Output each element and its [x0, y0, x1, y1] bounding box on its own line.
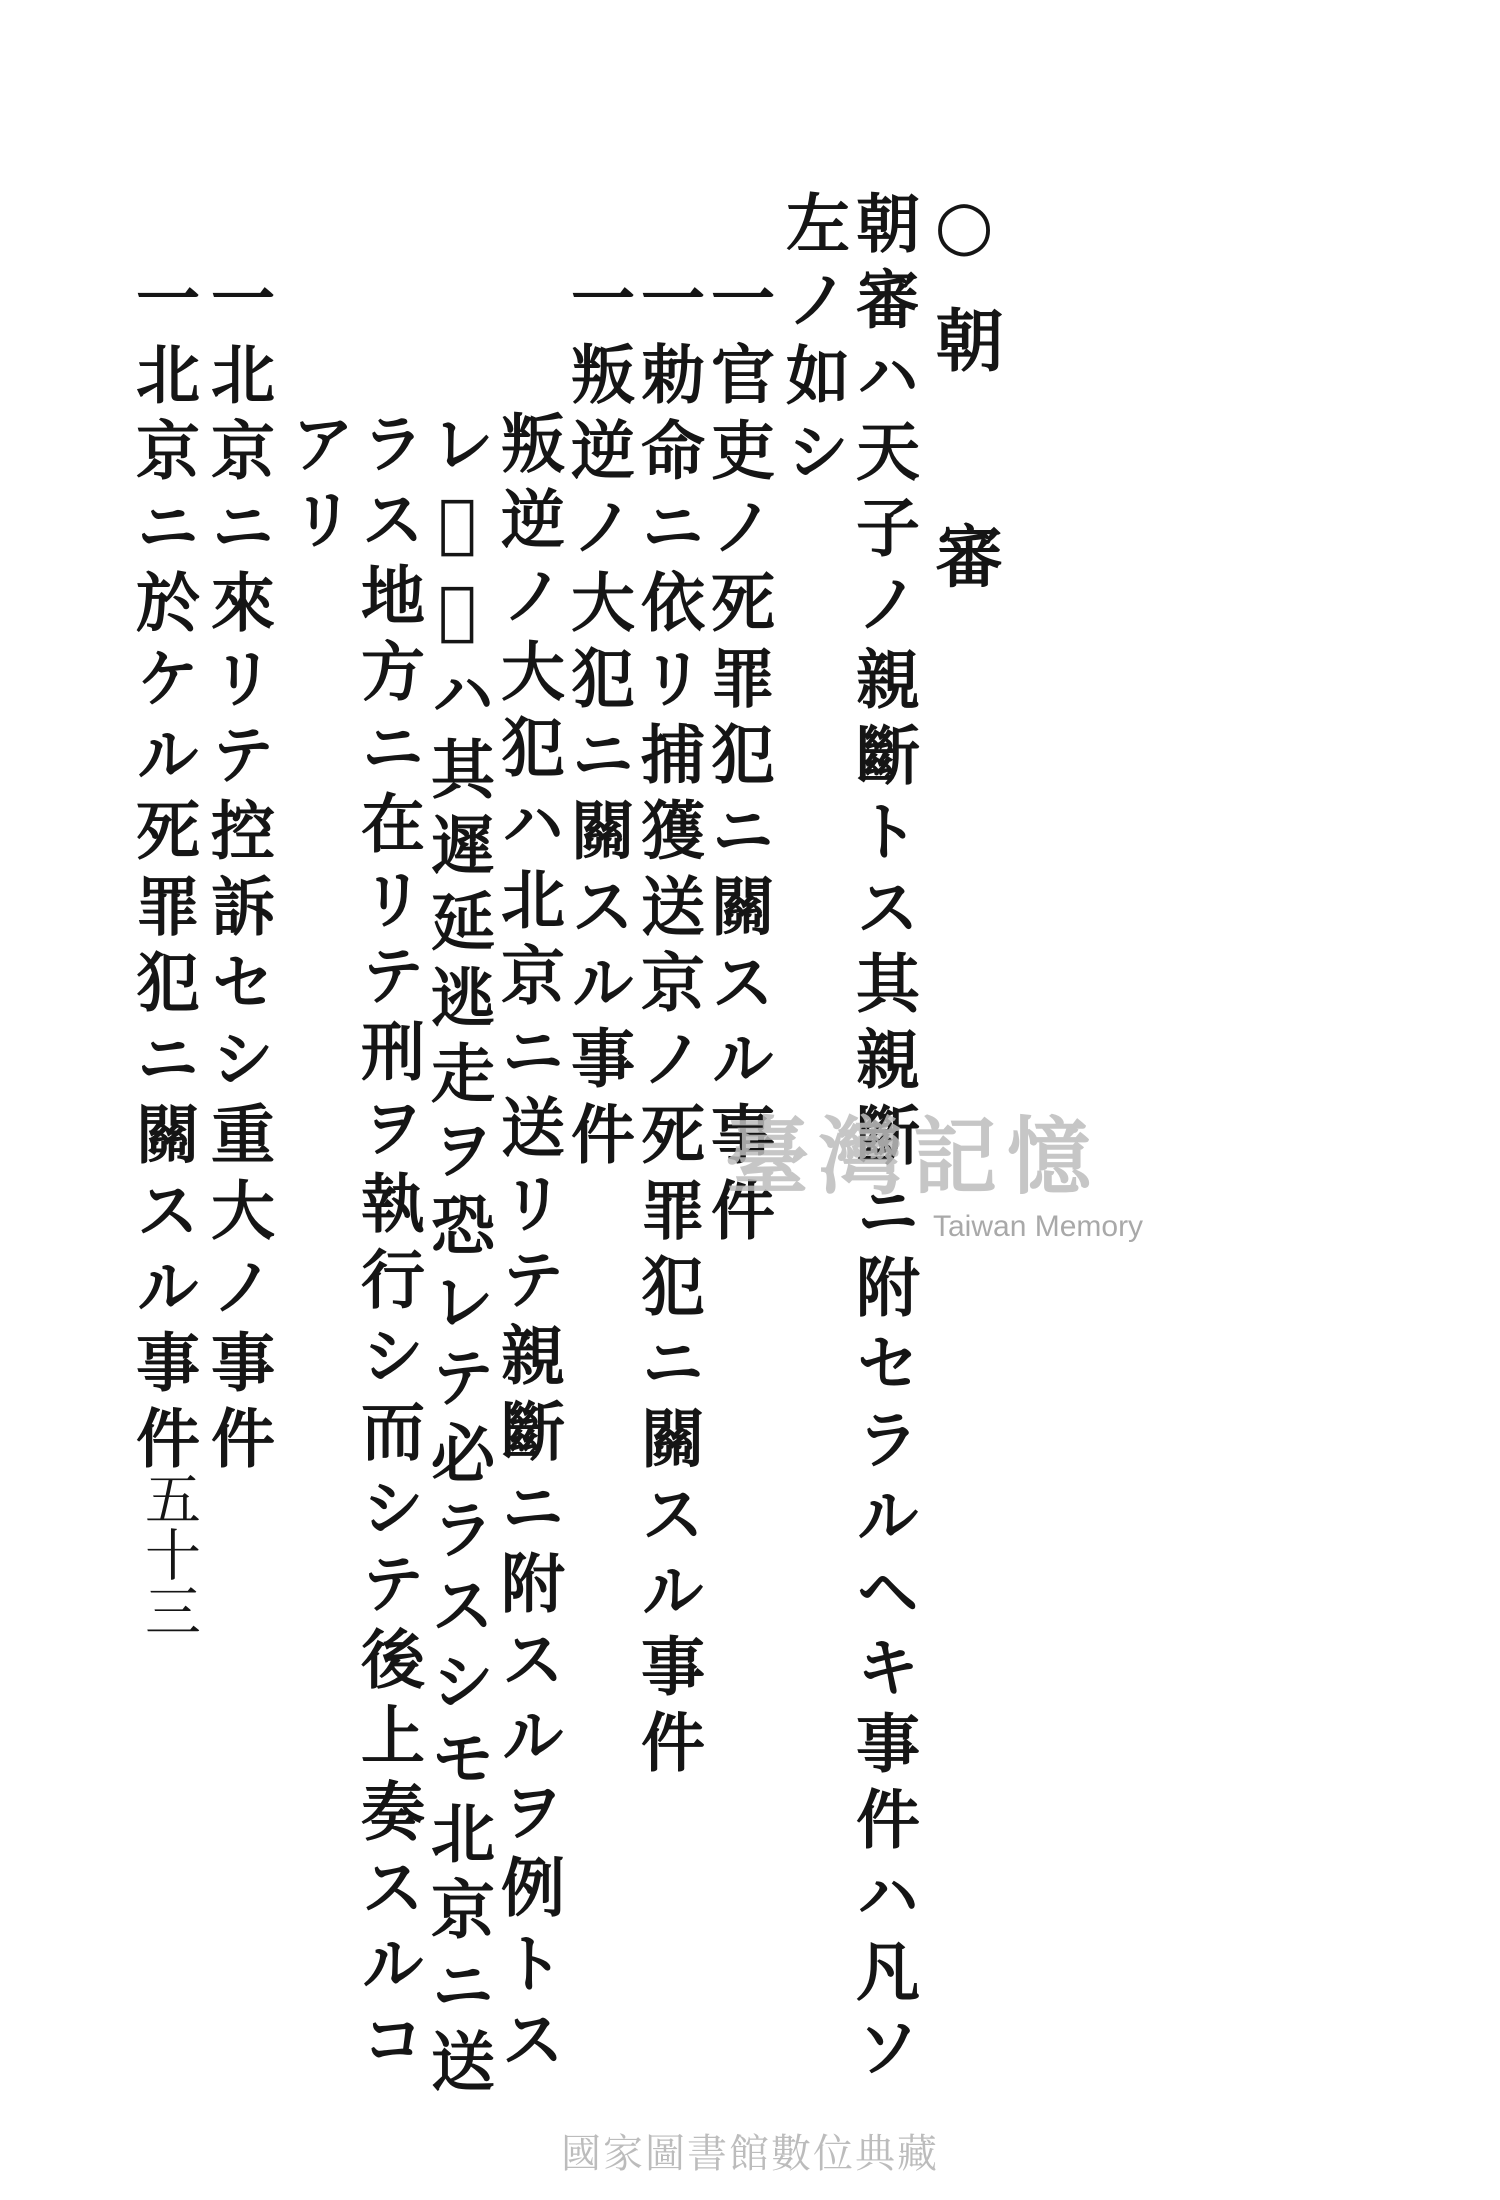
page-number: 五十三 — [136, 1470, 201, 1638]
text-column-8: ラス地方ニ在リテ刑ヲ執行シ而シテ後上奏スルコ — [350, 410, 425, 2082]
text-column-2: 左ノ如シ — [775, 190, 850, 494]
text-column-7: レ𪜈或ハ其遲延逃走ヲ恐レテ必ラスシモ北京ニ送 — [420, 410, 495, 2104]
watermark-logo — [725, 1090, 1205, 1260]
text-column-1: 朝審ハ天子ノ親斷トス其親斷ニ附セラルヘキ事件ハ凡ソ — [845, 190, 920, 2090]
text-column-5: 一叛逆ノ大犯ニ關スル事件 — [560, 265, 635, 1177]
footer-caption: 國家圖書館數位典藏 — [561, 2131, 939, 2177]
text-column-11: 一北京ニ於ケル死罪犯ニ關スル事件 — [125, 265, 200, 1481]
text-column-3: 一官吏ノ死罪犯ニ關スル事件 — [700, 265, 775, 1253]
watermark-english: Taiwan Memory — [933, 1210, 1144, 1243]
section-title: ○朝 審 — [924, 185, 1004, 629]
text-column-6: 叛逆ノ大犯ハ北京ニ送リテ親斷ニ附スルヲ例トス — [490, 410, 565, 2082]
watermark-chinese: 臺灣記憶 — [725, 1107, 1102, 1206]
text-column-10: 一北京ニ來リテ控訴セシ重大ノ事件 — [200, 265, 275, 1481]
text-column-9: アリ — [280, 410, 355, 562]
text-column-4: 一勅命ニ依リ捕獲送京ノ死罪犯ニ關スル事件 — [630, 265, 705, 1785]
